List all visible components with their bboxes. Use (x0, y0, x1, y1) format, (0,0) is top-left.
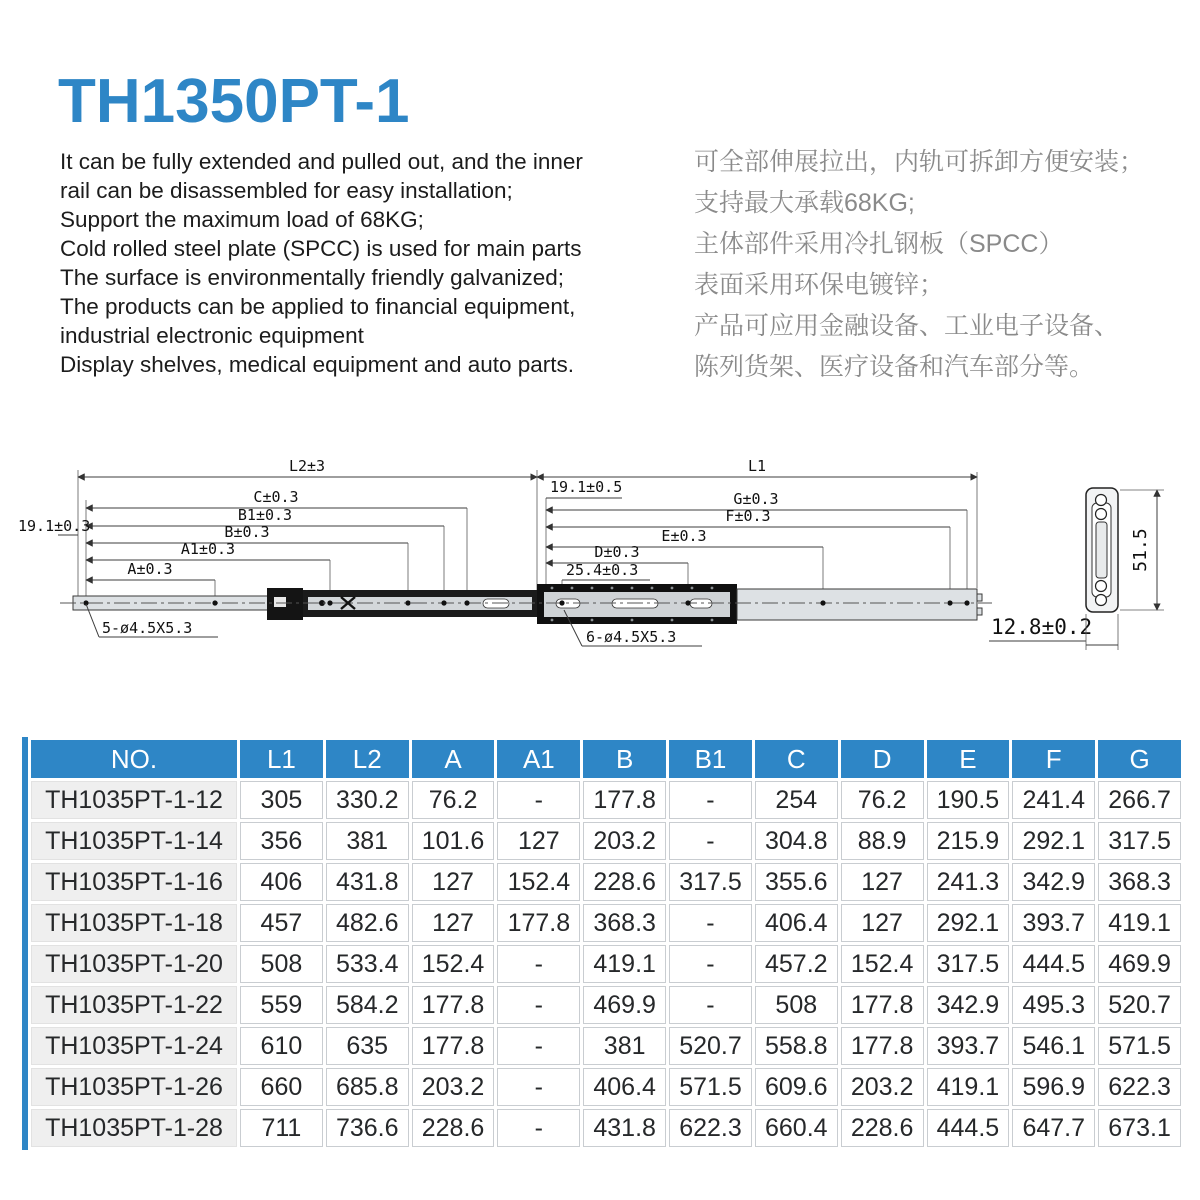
column-header: A1 (497, 740, 580, 778)
value-cell: 203.2 (412, 1068, 495, 1106)
dim-label-right-end-offset: 19.1±0.5 (550, 478, 623, 496)
table-row (31, 986, 1181, 1024)
value-cell: 736.6 (326, 1109, 409, 1147)
value-cell: - (669, 904, 752, 942)
page-title: TH1350PT-1 (58, 66, 410, 136)
value-cell: - (497, 1027, 580, 1065)
value-cell: 317.5 (669, 863, 752, 901)
value-cell: 317.5 (927, 945, 1010, 983)
description-line: 可全部伸展拉出，内轨可拆卸方便安装； (694, 148, 1145, 176)
column-header: F (1012, 740, 1095, 778)
value-cell: 203.2 (841, 1068, 924, 1106)
value-cell: 660 (240, 1068, 323, 1106)
value-cell: 177.8 (497, 904, 580, 942)
value-cell: 101.6 (412, 822, 495, 860)
table-row (31, 1068, 1181, 1106)
value-cell: 177.8 (412, 1027, 495, 1065)
description-line: 支持最大承载68KG; (694, 189, 915, 217)
value-cell: 393.7 (1012, 904, 1095, 942)
value-cell: 127 (841, 904, 924, 942)
value-cell: 304.8 (755, 822, 838, 860)
value-cell: 558.8 (755, 1027, 838, 1065)
table-row (31, 904, 1181, 942)
value-cell: 127 (412, 863, 495, 901)
value-cell: 254 (755, 781, 838, 819)
description-line: 主体部件采用冷扎钢板（SPCC） (694, 230, 1064, 258)
value-cell: 520.7 (1098, 986, 1181, 1024)
dim-label-b1: B1±0.3 (237, 506, 293, 524)
value-cell: 406 (240, 863, 323, 901)
value-cell: 152.4 (497, 863, 580, 901)
value-cell: 241.3 (927, 863, 1010, 901)
value-cell: 228.6 (583, 863, 666, 901)
value-cell: 596.9 (1012, 1068, 1095, 1106)
value-cell: 76.2 (412, 781, 495, 819)
value-cell: 127 (412, 904, 495, 942)
value-cell: 177.8 (583, 781, 666, 819)
value-cell: - (669, 986, 752, 1024)
value-cell: 495.3 (1012, 986, 1095, 1024)
description-line: rail can be disassembled for easy installation; (60, 178, 513, 203)
column-header: D (841, 740, 924, 778)
value-cell: 635 (326, 1027, 409, 1065)
value-cell: 152.4 (412, 945, 495, 983)
column-header-no: NO. (31, 740, 237, 778)
value-cell: 609.6 (755, 1068, 838, 1106)
value-cell: 711 (240, 1109, 323, 1147)
model-number-cell: TH1035PT-1-16 (31, 863, 237, 901)
value-cell: - (497, 1068, 580, 1106)
value-cell: 571.5 (1098, 1027, 1181, 1065)
table-row (31, 822, 1181, 860)
model-number-cell: TH1035PT-1-18 (31, 904, 237, 942)
value-cell: 177.8 (841, 1027, 924, 1065)
value-cell: 203.2 (583, 822, 666, 860)
value-cell: 419.1 (927, 1068, 1010, 1106)
value-cell: 520.7 (669, 1027, 752, 1065)
value-cell: 406.4 (755, 904, 838, 942)
value-cell: 292.1 (927, 904, 1010, 942)
value-cell: - (497, 781, 580, 819)
value-cell: 457.2 (755, 945, 838, 983)
value-cell: 88.9 (841, 822, 924, 860)
value-cell: 546.1 (1012, 1027, 1095, 1065)
column-header: E (927, 740, 1010, 778)
model-number-cell: TH1035PT-1-22 (31, 986, 237, 1024)
value-cell: 177.8 (841, 986, 924, 1024)
dim-label-b: B±0.3 (224, 523, 270, 541)
value-cell: 622.3 (1098, 1068, 1181, 1106)
value-cell: 330.2 (326, 781, 409, 819)
value-cell: 342.9 (1012, 863, 1095, 901)
value-cell: 685.8 (326, 1068, 409, 1106)
description-line: industrial electronic equipment (60, 323, 364, 348)
value-cell: 215.9 (927, 822, 1010, 860)
value-cell: 457 (240, 904, 323, 942)
technical-drawing (0, 430, 1200, 720)
description-line: Support the maximum load of 68KG; (60, 207, 424, 232)
value-cell: 356 (240, 822, 323, 860)
description-line: 表面采用环保电镀锌； (694, 271, 945, 299)
value-cell: 127 (497, 822, 580, 860)
description-english (60, 147, 660, 379)
table-row (31, 781, 1181, 819)
value-cell: 469.9 (583, 986, 666, 1024)
dim-label-left-end-offset: 19.1±0.3 (18, 517, 91, 535)
value-cell: 647.7 (1012, 1109, 1095, 1147)
column-header: G (1098, 740, 1181, 778)
value-cell: - (669, 945, 752, 983)
value-cell: 444.5 (927, 1109, 1010, 1147)
table-row (31, 945, 1181, 983)
dim-label-l1: L1 (747, 457, 767, 475)
column-header: B1 (669, 740, 752, 778)
dim-label-section-height: 51.5 (1130, 528, 1151, 572)
value-cell: 622.3 (669, 1109, 752, 1147)
value-cell: 431.8 (326, 863, 409, 901)
dim-label-g: G±0.3 (733, 490, 779, 508)
value-cell: 368.3 (583, 904, 666, 942)
value-cell: 127 (841, 863, 924, 901)
value-cell: 228.6 (841, 1109, 924, 1147)
value-cell: 508 (755, 986, 838, 1024)
dim-label-l2: L2±3 (288, 457, 326, 475)
value-cell: 571.5 (669, 1068, 752, 1106)
dim-label-d: D±0.3 (594, 543, 640, 561)
value-cell: - (497, 986, 580, 1024)
spec-table-wrap (22, 737, 1184, 1150)
value-cell: - (669, 822, 752, 860)
column-header: A (412, 740, 495, 778)
value-cell: 393.7 (927, 1027, 1010, 1065)
column-header: B (583, 740, 666, 778)
table-row (31, 1027, 1181, 1065)
model-number-cell: TH1035PT-1-12 (31, 781, 237, 819)
value-cell: 76.2 (841, 781, 924, 819)
value-cell: 381 (326, 822, 409, 860)
dim-label-a1: A1±0.3 (180, 540, 236, 558)
value-cell: 228.6 (412, 1109, 495, 1147)
value-cell: 431.8 (583, 1109, 666, 1147)
column-header: L2 (326, 740, 409, 778)
value-cell: 292.1 (1012, 822, 1095, 860)
value-cell: 419.1 (1098, 904, 1181, 942)
description-chinese (694, 142, 1169, 388)
dim-label-e: E±0.3 (661, 527, 707, 545)
value-cell: 444.5 (1012, 945, 1095, 983)
model-number-cell: TH1035PT-1-24 (31, 1027, 237, 1065)
column-header: C (755, 740, 838, 778)
value-cell: 660.4 (755, 1109, 838, 1147)
column-header: L1 (240, 740, 323, 778)
table-row (31, 863, 1181, 901)
description-line: The surface is environmentally friendly galvanized; (60, 265, 564, 290)
model-number-cell: TH1035PT-1-20 (31, 945, 237, 983)
model-number-cell: TH1035PT-1-26 (31, 1068, 237, 1106)
value-cell: 152.4 (841, 945, 924, 983)
value-cell: 469.9 (1098, 945, 1181, 983)
description-line: 陈列货架、医疗设备和汽车部分等。 (694, 353, 1095, 381)
dim-label-section-width: 12.8±0.2 (991, 615, 1093, 639)
value-cell: 673.1 (1098, 1109, 1181, 1147)
value-cell: 317.5 (1098, 822, 1181, 860)
dim-label-a: A±0.3 (127, 560, 173, 578)
value-cell: - (497, 945, 580, 983)
value-cell: 482.6 (326, 904, 409, 942)
description-line: It can be fully extended and pulled out, and the inner (60, 149, 583, 174)
dim-label-right-holes: 6-ø4.5X5.3 (586, 628, 677, 646)
value-cell: 355.6 (755, 863, 838, 901)
value-cell: 368.3 (1098, 863, 1181, 901)
value-cell: 533.4 (326, 945, 409, 983)
value-cell: 419.1 (583, 945, 666, 983)
value-cell: 177.8 (412, 986, 495, 1024)
spec-table (28, 737, 1184, 1150)
description-line: The products can be applied to financial equipment, (60, 294, 576, 319)
value-cell: 342.9 (927, 986, 1010, 1024)
dim-label-c: C±0.3 (253, 488, 299, 506)
table-row (31, 1109, 1181, 1147)
table-header-row (31, 740, 1181, 778)
description-line: 产品可应用金融设备、工业电子设备、 (694, 312, 1120, 340)
value-cell: 559 (240, 986, 323, 1024)
description-line: Display shelves, medical equipment and auto parts. (60, 352, 575, 377)
value-cell: 584.2 (326, 986, 409, 1024)
value-cell: - (497, 1109, 580, 1147)
value-cell: 381 (583, 1027, 666, 1065)
value-cell: 406.4 (583, 1068, 666, 1106)
value-cell: 266.7 (1098, 781, 1181, 819)
model-number-cell: TH1035PT-1-28 (31, 1109, 237, 1147)
dim-label-left-holes: 5-ø4.5X5.3 (102, 619, 193, 637)
value-cell: 305 (240, 781, 323, 819)
model-number-cell: TH1035PT-1-14 (31, 822, 237, 860)
value-cell: 610 (240, 1027, 323, 1065)
description-line: Cold rolled steel plate (SPCC) is used for main parts (60, 236, 582, 261)
dim-label-hole-pitch: 25.4±0.3 (566, 561, 639, 579)
dim-label-f: F±0.3 (725, 507, 771, 525)
value-cell: 190.5 (927, 781, 1010, 819)
value-cell: 508 (240, 945, 323, 983)
value-cell: - (669, 781, 752, 819)
value-cell: 241.4 (1012, 781, 1095, 819)
